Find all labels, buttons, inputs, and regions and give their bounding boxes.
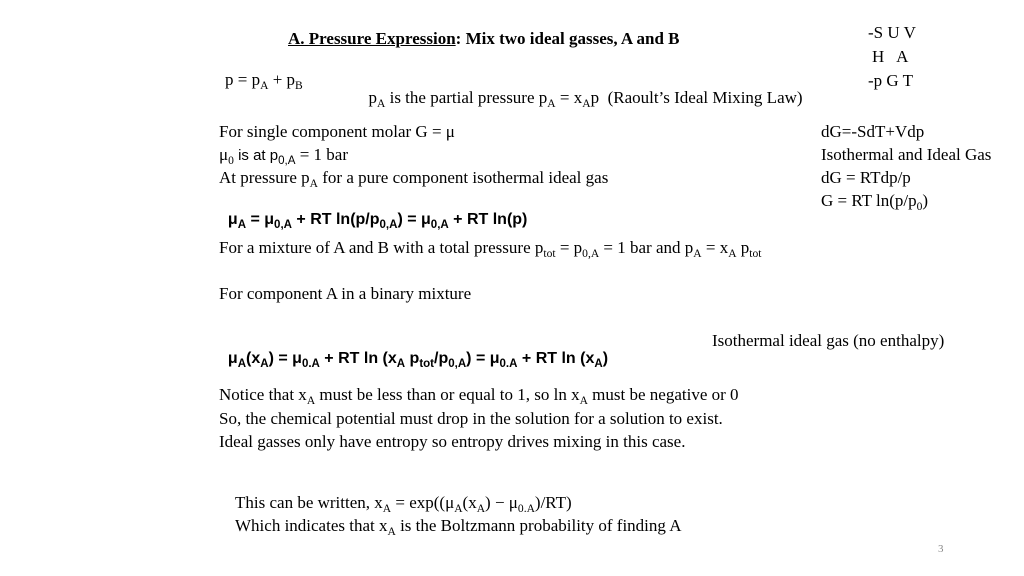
- G-rtln-equation: G = RT $\ln(p/p_0)$: [821, 191, 929, 214]
- pressure-sum: $p = p_A + p_B$: [225, 70, 303, 93]
- mu0-line: $\mu_0$ is at $p_{0,A} = 1$ bar: [219, 145, 348, 168]
- dG-equation: dG=-SdT+Vdp: [821, 122, 925, 141]
- pure-component-line: At pressure $p_A$ for a pure component isothermal ideal gas: [219, 168, 609, 191]
- title-underlined: A. Pressure Expression: [288, 29, 456, 48]
- isothermal-ideal-gas-label: Isothermal and Ideal Gas: [821, 145, 992, 164]
- slide-title: [288, 29, 680, 49]
- written-line-2: Which indicates that $x_A$ is the Boltzmann probability of finding A: [235, 516, 682, 539]
- notice-line-3: Ideal gasses only have entropy so entropy drives mixing in this case.: [219, 432, 686, 451]
- notice-line-2: So, the chemical potential must drop in the solution for a solution to exist.: [219, 409, 723, 428]
- dG-rtdp-equation: dG = RTdp/p: [821, 168, 911, 187]
- mnemonic-line-3: -p G T: [868, 71, 914, 90]
- binary-mixture-line: For component A in a binary mixture: [219, 284, 472, 303]
- binary-mixture-equation: $\mu_A(x_A) = \mu_{0.A}$ + RT $\ln (x_A$ $p_{tot}/p_{0,A}) = \mu_{0.A}$ + RT $\ln (x_A)$: [227, 350, 609, 371]
- mnemonic-line-1: -S U V: [868, 23, 916, 42]
- single-component-line: For single component molar G = μ: [219, 122, 455, 141]
- chemical-potential-pure-equation: $\mu_A = \mu_{0,A}$ + RT $\ln(p/p_{0,A}) = \mu_{0,A}$ + RT ln(p): [227, 211, 528, 232]
- isothermal-note: Isothermal ideal gas (no enthalpy): [712, 331, 945, 350]
- page-number: 3: [938, 543, 944, 555]
- partial-pressure-definition: $p_A$ is the partial pressure $p_A = x_Ap$ (Raoult’s Ideal Mixing Law): [368, 88, 803, 111]
- mnemonic-line-2: H A: [872, 47, 909, 66]
- title-rest: : Mix two ideal gasses, A and B: [455, 29, 680, 48]
- notice-line-1: Notice that $x_A$ must be less than or equal to 1, so $\ln x_A$ must be negative or 0: [219, 385, 739, 408]
- mixture-line: For a mixture of A and B with a total pressure $p_{tot} = p_{0,A} = 1$ bar and $p_A = x_A$ $p_{tot}$: [219, 238, 762, 261]
- written-line-1: This can be written, $x_A = \exp((\mu_A(x_A) - \mu_{0.A})/RT)$: [235, 493, 572, 516]
